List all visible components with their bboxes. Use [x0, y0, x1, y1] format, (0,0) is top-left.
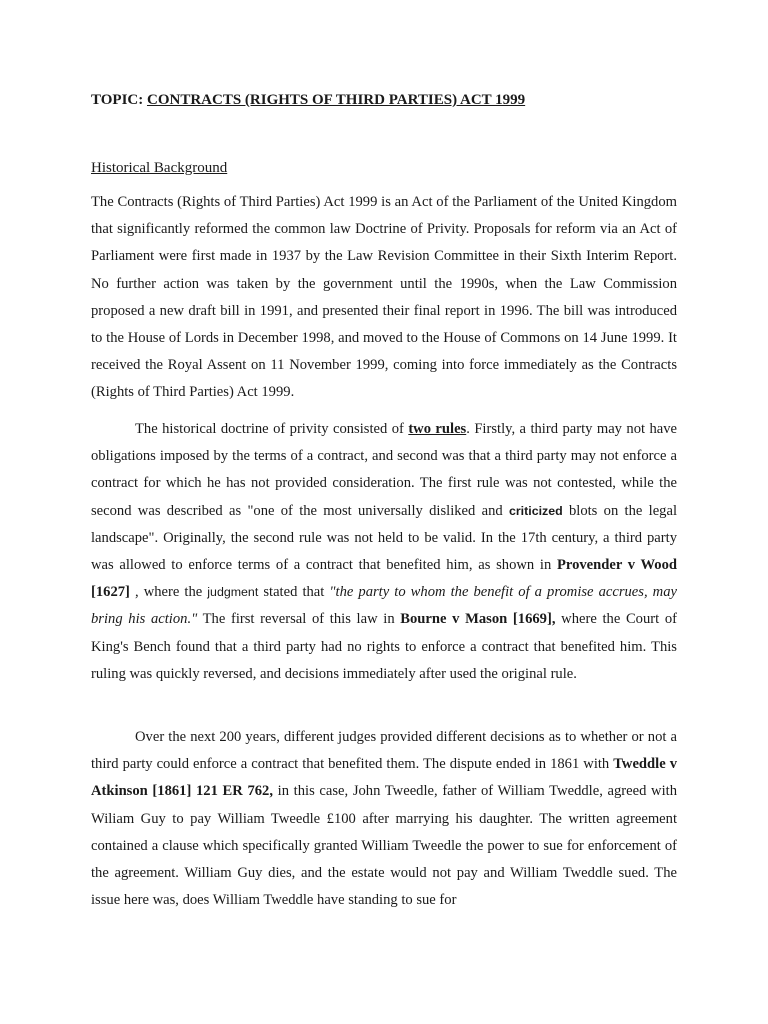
- topic-label: TOPIC:: [91, 92, 147, 108]
- emphasis-two-rules: two rules: [408, 421, 467, 437]
- text-run: The first reversal of this law in: [197, 611, 401, 628]
- text-run: , where the: [129, 584, 208, 601]
- text-run: where the Court of King's Bench found that a third party had no rights to enforce a contract that benefited him. This ruling was quickly reversed, and decisions immediately after used the original rule.: [91, 611, 678, 682]
- paragraph-intro: The Contracts (Rights of Third Parties) Act 1999 is an Act of the Parliament of the United Kingdom that significantly reformed the common law Doctrine of Privity. Proposals for reform via an Act of Parliament were first made in 1937 by the Law Revision Committee in their Sixth Interim Report. No further action was taken by the government until the 1990s, when the Law Commission proposed a new draft bill in 1991, and presented their final report in 1996. The bill was introduced to the House of Lords in December 1998, and moved to the House of Commons on 14 June 1999. It received the Royal Assent on 11 November 1999, coming into force immediately as the Contracts (Rights of Third Parties) Act 1999.: [91, 194, 677, 401]
- term-criticized: criticized: [508, 503, 563, 518]
- quote-provender: "the party to whom the benefit of a promise accrues, may bring his action.": [91, 584, 677, 628]
- case-citation-provender: Provender v Wood [1627]: [91, 557, 678, 601]
- text-run: in this case, John Tweedle, father of William Tweddle, agreed with Wiliam Guy to pay William Tweedle £100 after marrying his daughter. The written agreement contained a clause which specifically granted William Tweedle the power to sue for enforcement of the agreement. William Guy dies, and the estate would not pay and William Tweddle sued. The issue here was, does William Tweddle have standing to sue for: [91, 783, 677, 909]
- text-run: . Firstly, a third party may not have obligations imposed by the terms of a contract, and second was that a third party may not enforce a contract for which he has not provided consideration. The first rule was not contested, while the second was described as "one of the most universally disliked and: [91, 421, 678, 519]
- topic-title: CONTRACTS (RIGHTS OF THIRD PARTIES) ACT 1999: [146, 92, 526, 108]
- text-run: stated that: [258, 584, 330, 601]
- case-citation-tweddle: Tweddle v Atkinson [1861] 121 ER 762,: [91, 756, 677, 800]
- term-judgment: judgment: [207, 585, 259, 600]
- case-citation-bourne: Bourne v Mason [1669],: [400, 611, 556, 628]
- text-run: The historical doctrine of privity consisted of: [135, 421, 409, 437]
- paragraph-privity-rules: [91, 416, 677, 688]
- text-run: Over the next 200 years, different judges provided different decisions as to whether or not a third party could enforce a contract that benefited them. The dispute ended in 1861 with: [91, 729, 677, 773]
- section-heading-historical-background: Historical Background: [91, 160, 228, 176]
- topic-heading: [91, 92, 525, 109]
- paragraph-tweddle: [91, 724, 677, 914]
- text-run: blots on the legal landscape". Originally, the second rule was not held to be valid. In the 17th century, a third party was allowed to enforce terms of a contract that benefited him, as shown in: [91, 502, 677, 574]
